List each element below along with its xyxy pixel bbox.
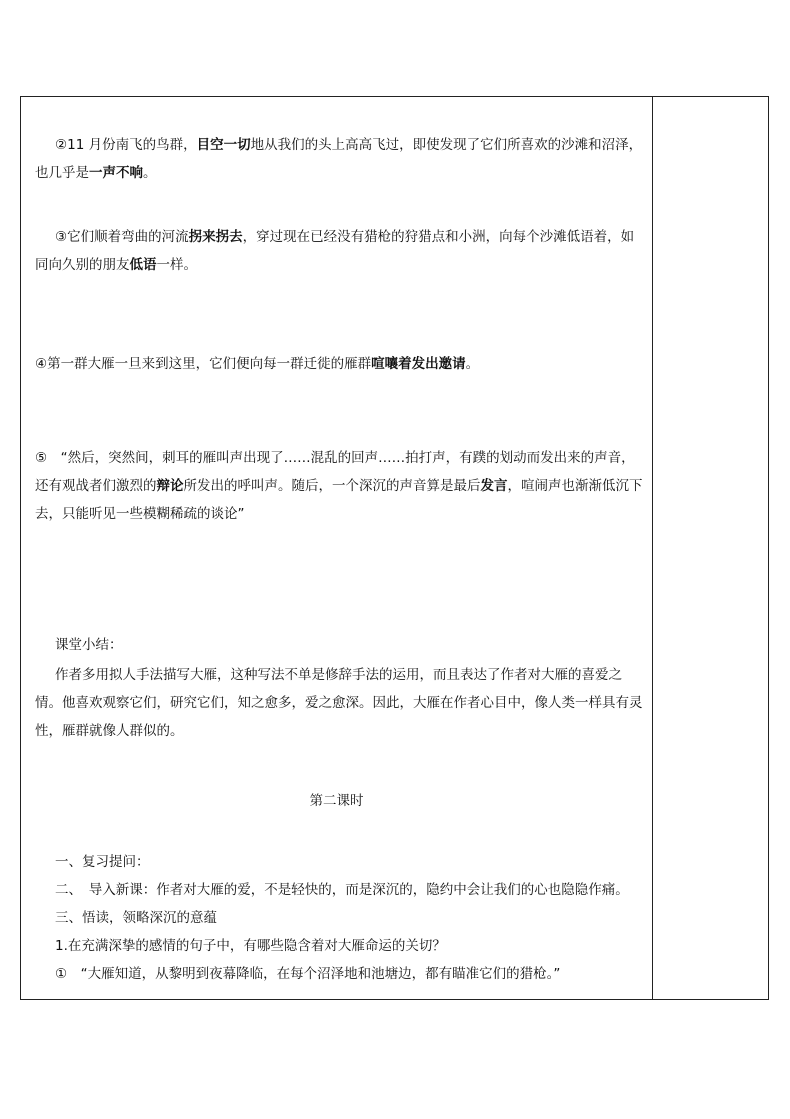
intro-line: 二、 导入新课：作者对大雁的爱，不是轻快的，而是深沉的，隐约中会让我们的心也隐隐作痛。 bbox=[55, 882, 629, 898]
paragraph-5 bbox=[35, 444, 647, 528]
p4-text-a: ④第一群大雁一旦来到这里，它们便向每一群迁徙的雁群 bbox=[35, 356, 372, 372]
p5-bold-1: 辩论 bbox=[156, 478, 184, 494]
p5-text-d: ，喧闹声也渐渐低沉下去，只能听见一些模糊稀疏的谈论” bbox=[35, 478, 643, 522]
paragraph-2 bbox=[35, 131, 647, 187]
p2-text-d: 。 bbox=[143, 165, 157, 181]
quote-1: ① “大雁知道，从黎明到夜幕降临，在每个沼泽地和池塘边，都有瞄准它们的猎枪。” bbox=[55, 966, 561, 982]
p3-bold-1: 拐来拐去 bbox=[188, 229, 243, 245]
review-heading: 一、复习提问： bbox=[55, 854, 150, 870]
p3-text-c: ，穿过现在已经没有猎枪的狩猎点和小洲，向每个沙滩低语着，如同向久别的朋友 bbox=[35, 229, 635, 273]
paragraph-3 bbox=[35, 223, 647, 279]
p2-text-c: 地从我们的头上高高飞过，即使发现了它们所喜欢的沙滩和沼泽，也几乎是 bbox=[35, 137, 643, 181]
p5-text-a: ⑤ “然后，突然间，刺耳的雁叫声出现了……混乱的回声……拍打声，有蹼的划动而发出来的声音，还有观战者们激烈的 bbox=[35, 450, 635, 494]
section-3-heading: 三、悟读，领略深沉的意蕴 bbox=[55, 910, 217, 926]
lesson-table bbox=[20, 96, 769, 1000]
summary-label: 课堂小结： bbox=[55, 637, 123, 653]
p2-bold-1: 目空一切 bbox=[196, 137, 251, 153]
content-cell bbox=[21, 97, 652, 999]
question-1: 1.在充满深挚的感情的句子中，有哪些隐含着对大雁命运的关切？ bbox=[55, 938, 446, 954]
p3-text-d: 一样。 bbox=[156, 257, 197, 273]
p4-bold-1: 喧嚷着发出邀请 bbox=[371, 356, 466, 372]
p2-text-a: ②11 月份南飞的鸟群， bbox=[55, 137, 197, 153]
p3-text-a: ③它们顺着弯曲的河流 bbox=[55, 229, 189, 245]
p5-text-c: 所发出的呼叫声。随后，一个深沉的声音算是最后 bbox=[183, 478, 481, 494]
summary-text: 作者多用拟人手法描写大雁，这种写法不单是修辞手法的运用，而且表达了作者对大雁的喜爱之情。他喜欢观察它们，研究它们，知之愈多，爱之愈深。因此，大雁在作者心目中，像人类一样具有灵性，雁群就像人群似的。 bbox=[35, 667, 643, 739]
notes-cell bbox=[653, 97, 768, 999]
p2-bold-2: 一声不响 bbox=[89, 165, 143, 181]
paragraph-4 bbox=[35, 350, 647, 378]
lesson-2-title: 第二课时 bbox=[309, 793, 364, 809]
p4-text-c: 。 bbox=[465, 356, 480, 372]
p5-bold-2: 发言 bbox=[480, 478, 508, 494]
p3-bold-2: 低语 bbox=[129, 257, 157, 273]
